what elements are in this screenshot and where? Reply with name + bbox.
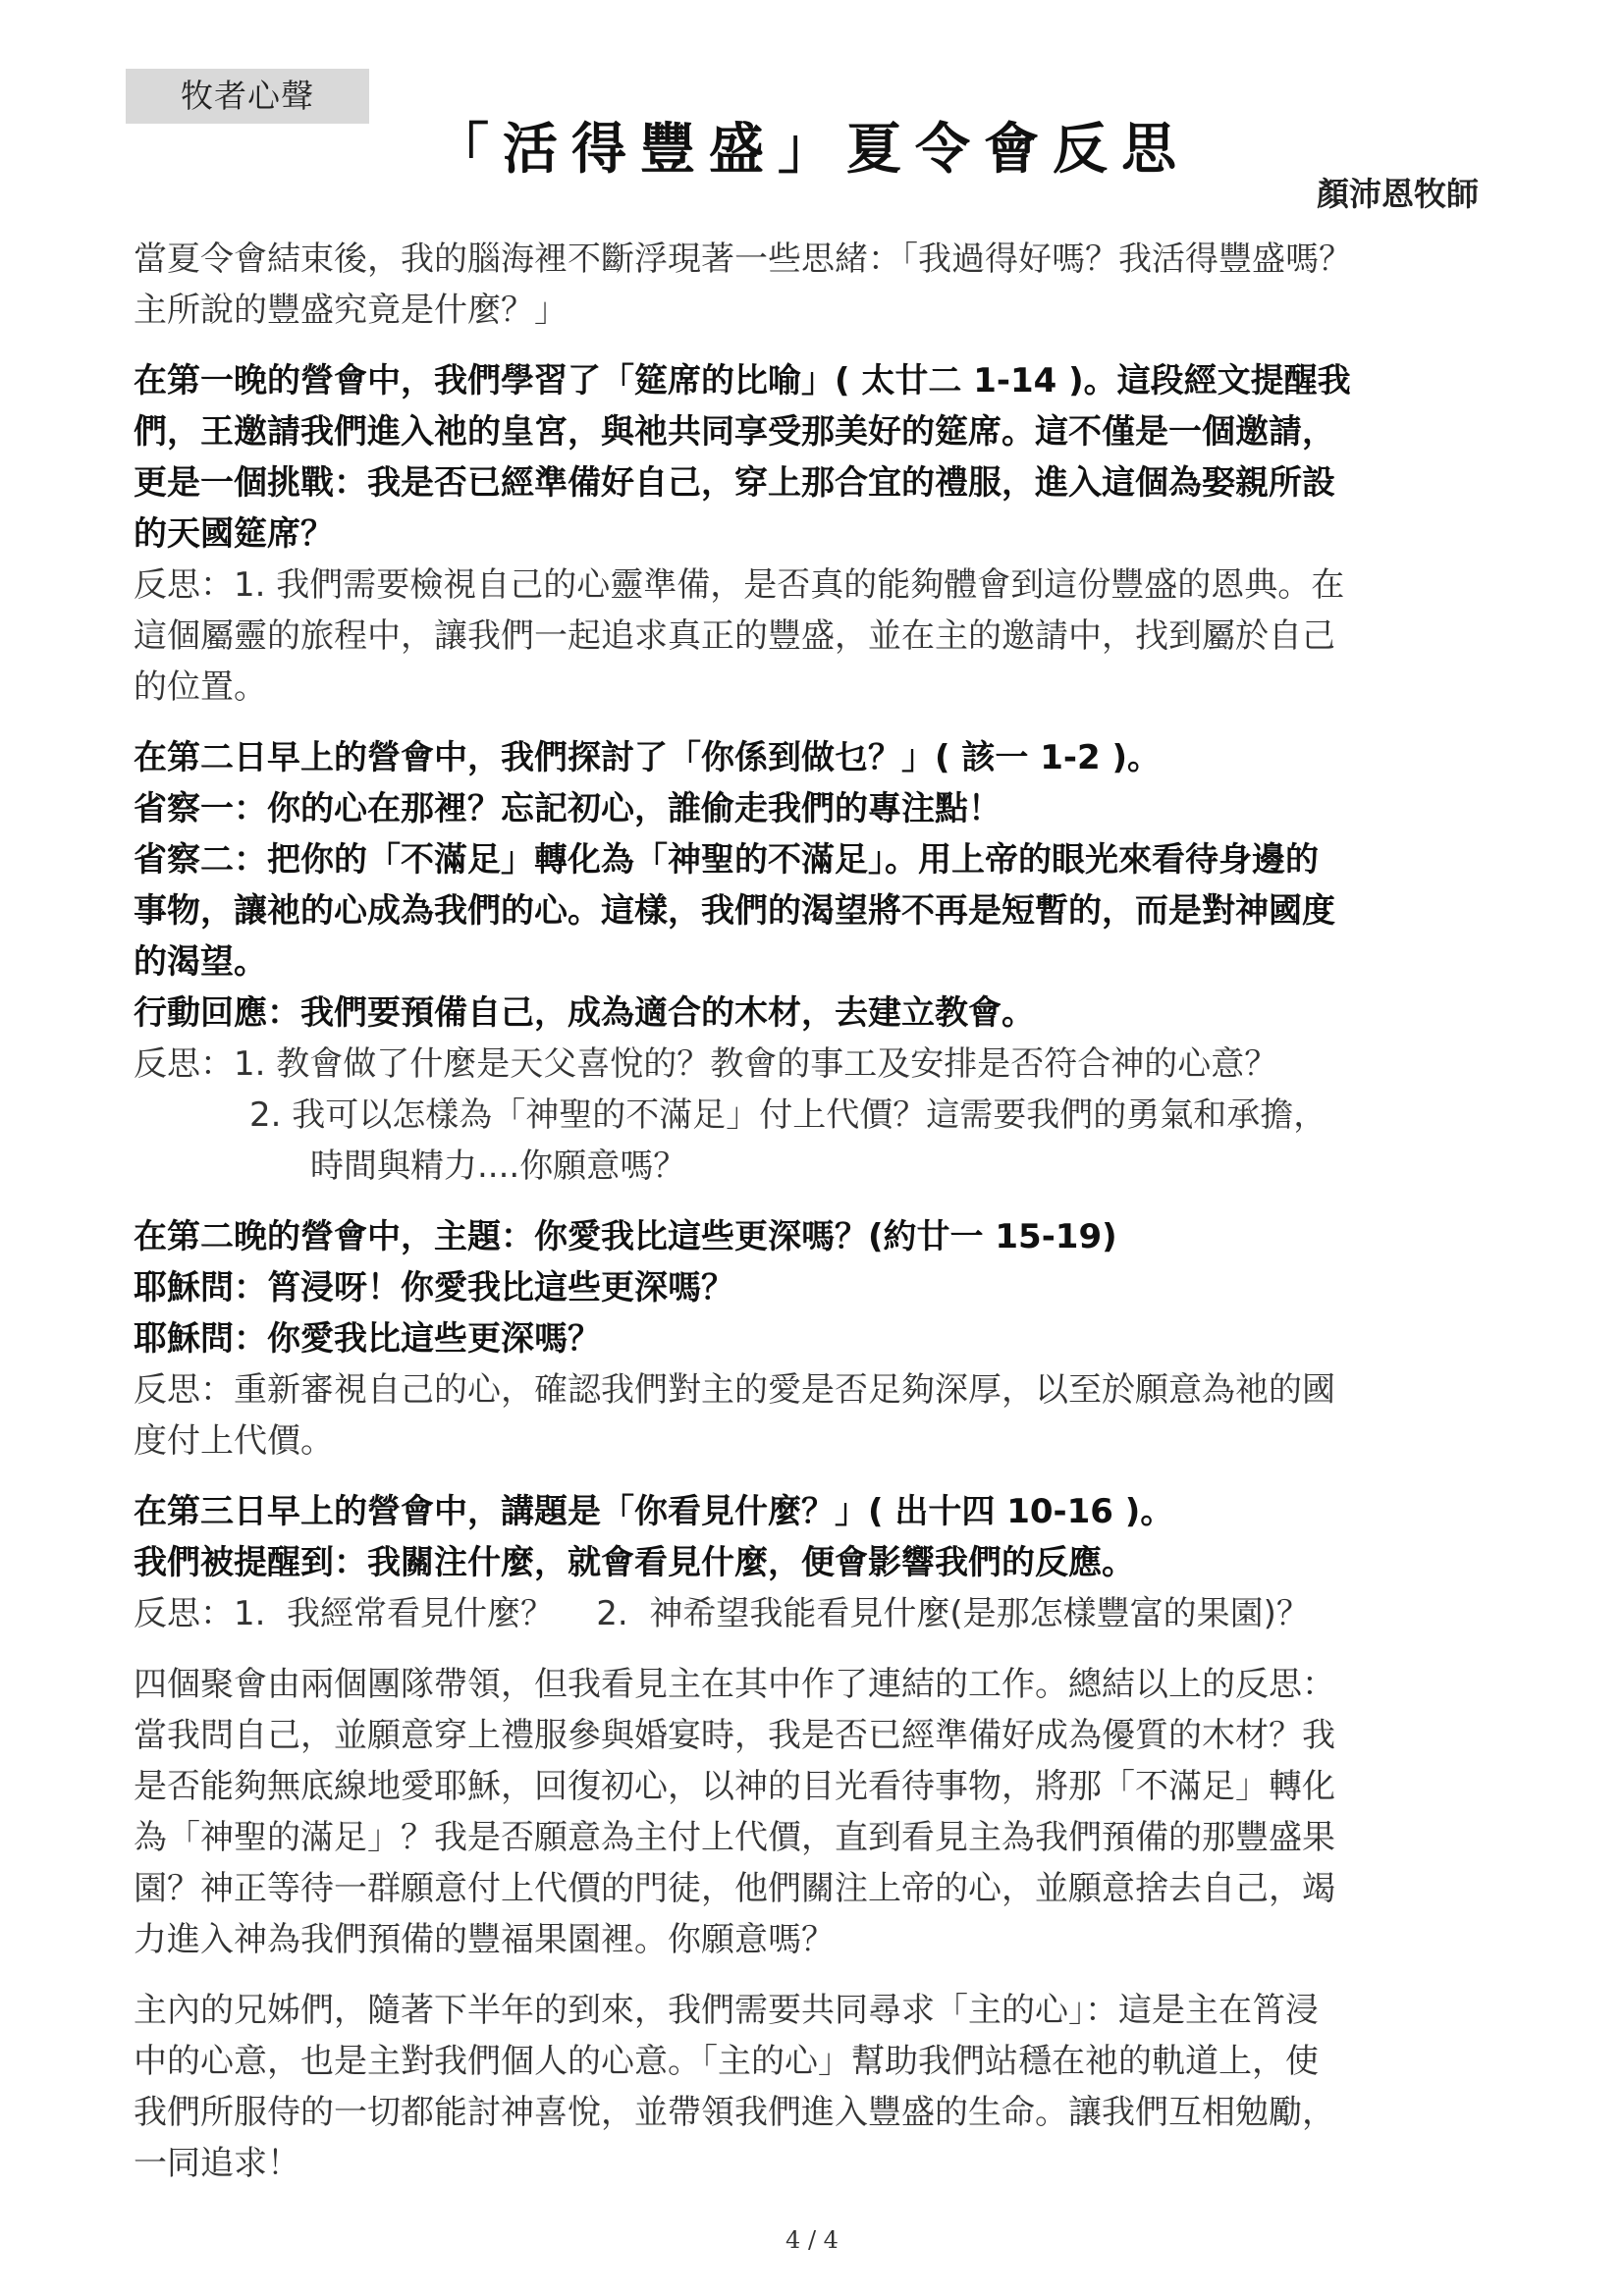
reflection-line: 這個屬靈的旅程中，讓我們一起追求真正的豐盛，並在主的邀請中，找到屬於自己: [134, 616, 1335, 656]
text-line: 為「神聖的滿足」？我是否願意為主付上代價，直到看見主為我們預備的那豐盛果: [134, 1818, 1335, 1857]
text-line: 的渴望。: [134, 942, 267, 982]
morning2-section: [134, 732, 1503, 1192]
reflection-line: 2. 我可以怎樣為「神聖的不滿足」付上代價？這需要我們的勇氣和承擔，: [249, 1095, 1327, 1135]
section-heading: 在第二日早上的營會中，我們探討了「你係到做乜？」( 該一 1-2 )。: [134, 738, 1162, 777]
reflection-line: 反思：重新審視自己的心，確認我們對主的愛是否足夠深厚，以至於願意為祂的國: [134, 1370, 1335, 1410]
page-number: 4 / 4: [785, 2226, 839, 2254]
text-line: 事物，讓祂的心成為我們的心。這樣，我們的渴望將不再是短暫的，而是對神國度: [134, 891, 1335, 931]
intro-paragraph: [134, 234, 1503, 336]
text-line: 是否能夠無底線地愛耶穌，回復初心，以神的目光看待事物，將那「不滿足」轉化: [134, 1767, 1335, 1806]
text-line: 當我問自己，並願意穿上禮服參與婚宴時，我是否已經準備好成為優質的木材？我: [134, 1716, 1335, 1755]
text-line: 當夏令會結束後，我的腦海裡不斷浮現著一些思緒：「我過得好嗎？我活得豐盛嗎？: [134, 240, 1352, 279]
text-line: 園？神正等待一群願意付上代價的門徒，他們關注上帝的心，並願意捨去自己，竭: [134, 1869, 1335, 1908]
text-line: 主內的兄姊們，隨著下半年的到來，我們需要共同尋求「主的心」：這是主在筲浸: [134, 1991, 1319, 2030]
reflection-line: 反思：1. 我們需要檢視自己的心靈準備，是否真的能夠體會到這份豐盛的恩典。在: [134, 565, 1345, 605]
section-tag: 牧者心聲: [126, 69, 369, 124]
reflection-line: 的位置。: [134, 667, 267, 707]
reflection-line: 度付上代價。: [134, 1421, 334, 1461]
text-line: 行動回應：我們要預備自己，成為適合的木材，去建立教會。: [134, 993, 1035, 1033]
page-title: 「活得豐盛」夏令會反思: [434, 117, 1190, 182]
summary-paragraph: [134, 1659, 1503, 1965]
text-line: 我們被提醒到：我關注什麼，就會看見什麼，便會影響我們的反應。: [134, 1543, 1135, 1582]
morning3-section: [134, 1486, 1503, 1639]
reflection-line: 時間與精力....你願意嗎？: [310, 1147, 687, 1186]
text-line: 在第一晚的營會中，我們學習了「筵席的比喻」( 太廿二 1-14 )。這段經文提醒我: [134, 361, 1351, 400]
text-line: 的天國筵席？: [134, 514, 334, 554]
reflection-line: 反思：1. 我經常看見什麼？ 2. 神希望我能看見什麼(是那怎樣豐富的果園)？: [134, 1594, 1310, 1633]
text-line: 四個聚會由兩個團隊帶領，但我看見主在其中作了連結的工作。總結以上的反思：: [134, 1665, 1335, 1704]
article-body: [134, 234, 1503, 2189]
text-line: 中的心意，也是主對我們個人的心意。「主的心」幫助我們站穩在祂的軌道上，使: [134, 2042, 1319, 2081]
section-heading: 在第二晚的營會中，主題：你愛我比這些更深嗎？(約廿一 15-19): [134, 1217, 1117, 1256]
reflection-line: 反思：1. 教會做了什麼是天父喜悅的？教會的事工及安排是否符合神的心意？: [134, 1044, 1278, 1084]
night1-section: [134, 355, 1503, 713]
author-name: 顏沛恩牧師: [1317, 175, 1479, 213]
closing-paragraph: [134, 1985, 1503, 2189]
text-line: 耶穌問：你愛我比這些更深嗎？: [134, 1319, 601, 1359]
text-line: 耶穌問：筲浸呀！你愛我比這些更深嗎？: [134, 1268, 734, 1308]
text-line: 省察一：你的心在那裡？忘記初心，誰偷走我們的專注點！: [134, 789, 1001, 828]
text-line: 我們所服侍的一切都能討神喜悅，並帶領我們進入豐盛的生命。讓我們互相勉勵，: [134, 2093, 1335, 2132]
text-line: 力進入神為我們預備的豐福果園裡。你願意嗎？: [134, 1920, 835, 1959]
text-line: 主所說的豐盛究竟是什麼？」: [134, 291, 568, 330]
night2-section: [134, 1211, 1503, 1467]
text-line: 省察二：把你的「不滿足」轉化為「神聖的不滿足」。用上帝的眼光來看待身邊的: [134, 840, 1319, 880]
text-line: 一同追求！: [134, 2144, 300, 2183]
text-line: 更是一個挑戰：我是否已經準備好自己，穿上那合宜的禮服，進入這個為娶親所設: [134, 463, 1335, 503]
section-heading: 在第三日早上的營會中，講題是「你看見什麼？」( 出十四 10-16 )。: [134, 1492, 1174, 1531]
text-line: 們，王邀請我們進入祂的皇宮，與祂共同享受那美好的筵席。這不僅是一個邀請，: [134, 412, 1335, 452]
